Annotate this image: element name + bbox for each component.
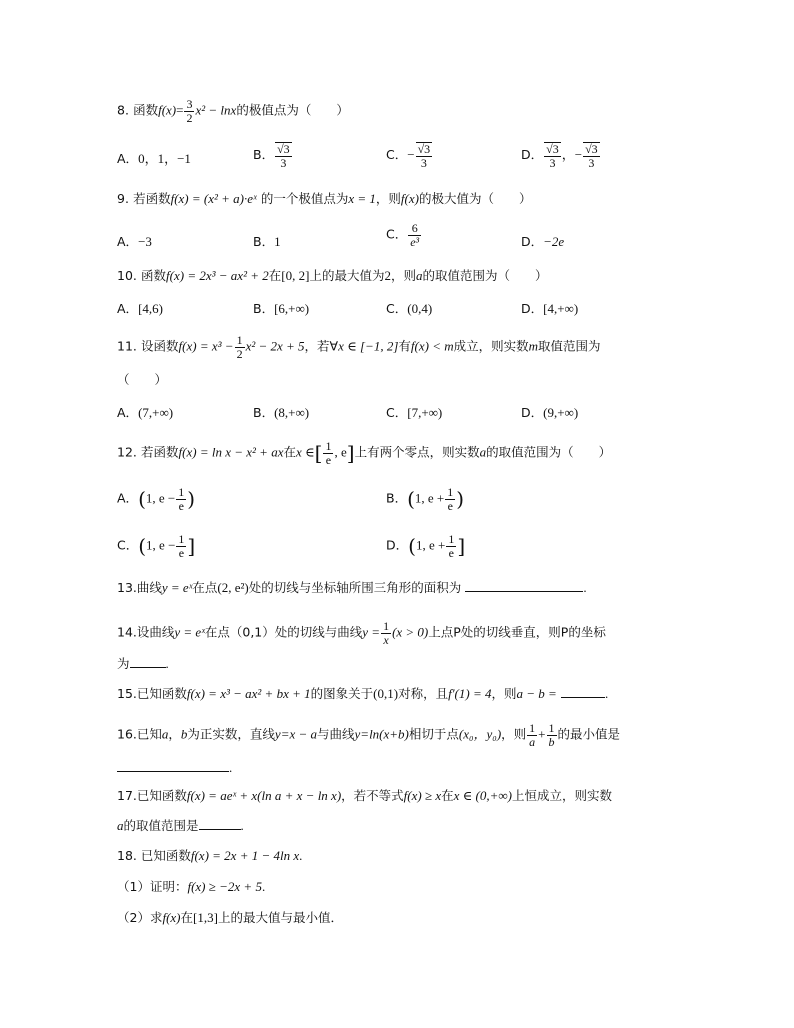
- q8-fraction: $\frac{3}{2}$: [186, 97, 193, 125]
- q10-option-d: D．[4,+∞): [521, 301, 579, 316]
- q18-stem: 18. 已知函数f(x) = 2x + 1 − 4ln x.: [117, 848, 303, 863]
- q11-stem-cont: （ ）: [117, 372, 168, 387]
- q12-option-c: C．(1, e − $\frac{1}{e}$ ]: [117, 532, 196, 560]
- q10-option-a: A．[4,6): [117, 301, 163, 316]
- q10-option-c: C．(0,4): [386, 301, 433, 316]
- q12-option-d: D．(1, e + $\frac{1}{e}$ ]: [386, 532, 466, 560]
- q11-option-d: D．(9,+∞): [521, 405, 579, 420]
- q14-stem-cont: 为 .: [117, 656, 169, 671]
- q12-option-a: A．(1, e − $\frac{1}{e}$ ): [117, 485, 196, 513]
- q18-part2: （2）求f(x)在[1,3]上的最大值与最小值．: [117, 910, 343, 925]
- q15-answer-blank[interactable]: [561, 686, 605, 698]
- q8-option-c: C．− $\frac{√3}{3}$: [386, 142, 431, 170]
- q9-option-a: A．−3: [117, 234, 152, 249]
- q9-option-b: B．1: [253, 234, 281, 249]
- q10-stem: 10. 函数f(x) = 2x³ − ax² + 2在[0, 2]上的最大值为2，则a的取值范围为（ ）: [117, 268, 548, 283]
- q8-option-a: A．0，1，−1: [117, 151, 191, 166]
- q13-answer-blank[interactable]: [465, 580, 583, 592]
- q9-option-d: D．−2e: [521, 234, 565, 249]
- q9-option-c: C． $\frac{6}{\text{e³}}$: [386, 221, 420, 249]
- q11-option-a: A．(7,+∞): [117, 405, 174, 420]
- q14-answer-blank[interactable]: [130, 656, 166, 668]
- q14-stem: 14.设曲线y = eˣ在点（0,1）处的切线与曲线y = $\frac{1}{x}$ (x > 0)上点P处的切线垂直，则P的坐标: [117, 619, 606, 647]
- q17-stem-cont: a的取值范围是 .: [117, 818, 244, 833]
- q8-stem: 8. 函数f(x)= $\frac{3}{2}$ x² − lnx的极值点为（ ）: [117, 97, 349, 125]
- q18-part1: （1）证明：f(x) ≥ −2x + 5.: [117, 879, 266, 894]
- q12-stem: 12. 若函数f(x) = ln x − x² + ax在x ∈[ $\frac{1}{e}$ , e]上有两个零点，则实数a的取值范围为（ ）: [117, 439, 612, 467]
- q8-option-d: D． $\frac{√3}{3}$ ，− $\frac{√3}{3}$: [521, 142, 598, 170]
- q9-stem: 9. 若函数f(x) = (x² + a)·eˣ 的一个极值点为x = 1，则f(x)的极大值为（ ）: [117, 191, 532, 206]
- q12-option-b: B．(1, e + $\frac{1}{e}$ ): [386, 485, 465, 513]
- q10-option-b: B．[6,+∞): [253, 301, 310, 316]
- q11-option-b: B．(8,+∞): [253, 405, 310, 420]
- q17-answer-blank[interactable]: [199, 818, 241, 830]
- q16-stem-cont: .: [117, 760, 232, 777]
- q13-stem: 13.曲线y = eˣ在点(2, e²)处的切线与坐标轴所围三角形的面积为 .: [117, 580, 587, 595]
- q15-stem: 15.已知函数f(x) = x³ − ax² + bx + 1的图象关于(0,1)对称，且f′(1) = 4，则a − b = .: [117, 686, 609, 701]
- q16-answer-blank[interactable]: [117, 760, 229, 772]
- q16-stem: 16.已知a，b为正实数，直线y=x − a与曲线y=ln(x+b)相切于点(x₀，y₀)，则 $\frac{1}{a}$ + $\frac{1}{b}$ 的最小值是: [117, 721, 621, 749]
- q8-option-b: B． $\frac{√3}{3}$: [253, 142, 290, 170]
- q17-stem: 17.已知函数f(x) = aeˣ + x(ln a + x − ln x)，若不等式f(x) ≥ x在x ∈ (0,+∞)上恒成立，则实数: [117, 788, 612, 803]
- q11-option-c: C．[7,+∞): [386, 405, 443, 420]
- q11-stem: 11. 设函数f(x) = x³ − $\frac{1}{2}$ x² − 2x + 5，若∀x ∈ [−1, 2]有f(x) < m成立，则实数m取值范围为: [117, 333, 601, 361]
